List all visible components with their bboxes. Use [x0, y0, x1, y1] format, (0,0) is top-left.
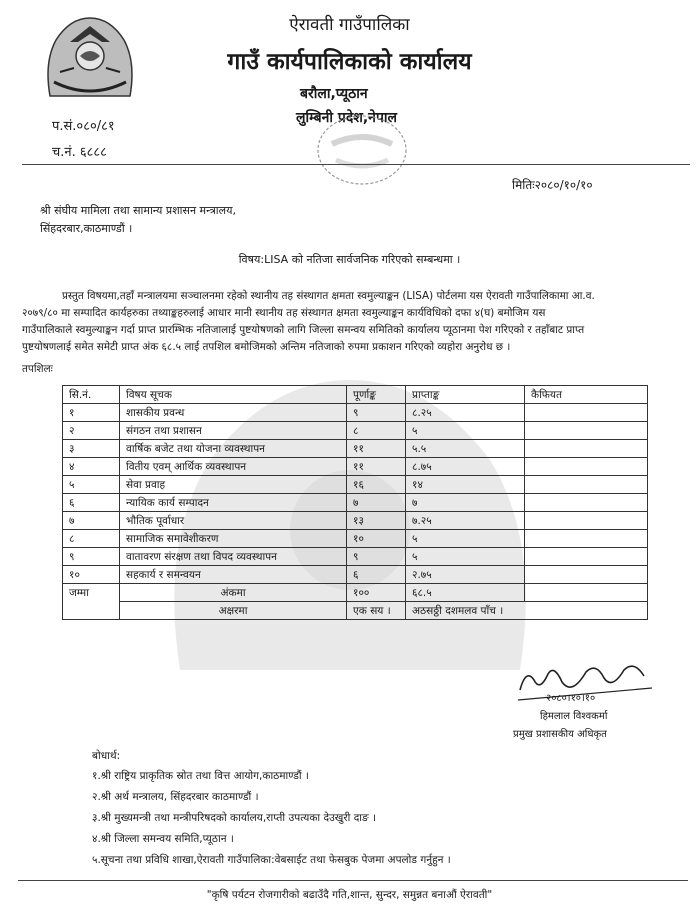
- cc-item: १.श्री राष्ट्रिय प्राकृतिक स्रोत तथा वित्त आयोग,काठमाण्डौं ।: [92, 770, 309, 782]
- cell-remarks: [525, 422, 648, 440]
- total-remarks: [525, 584, 648, 602]
- cell-indicator: सामाजिक समावेशीकरण: [120, 530, 347, 548]
- cell-full-marks: १६: [347, 476, 406, 494]
- office-province: लुम्बिनी प्रदेश,नेपाल: [296, 110, 398, 126]
- total-obtained: ६८.५: [406, 584, 525, 602]
- cell-sn: ४: [63, 458, 120, 476]
- office-address: बरौला,प्यूठान: [300, 86, 368, 102]
- addressee-line-1: श्री संघीय मामिला तथा सामान्य प्रशासन मन्त्रालय,: [40, 204, 236, 217]
- cell-sn: १०: [63, 566, 120, 584]
- cell-obtained: ५: [406, 530, 525, 548]
- cell-remarks: [525, 458, 648, 476]
- reference-number: प.सं.०८०/८१: [52, 119, 115, 134]
- cell-indicator: न्यायिक कार्य सम्पादन: [120, 494, 347, 512]
- col-header-remarks: कैफियत: [525, 386, 648, 404]
- cc-item: ५.सूचना तथा प्रविधि शाखा,ऐरावती गाउँपालिका:वेबसाईट तथा फेसबुक पेजमा अपलोड गर्नुहुन ।: [92, 854, 451, 866]
- letter-subject: विषय:LISA को नतिजा सार्वजनिक गरिएको सम्बन्धमा ।: [238, 253, 461, 266]
- cell-sn: ९: [63, 548, 120, 566]
- cell-obtained: ७.२५: [406, 512, 525, 530]
- footer-divider: [18, 880, 688, 881]
- signature-date: २०८०।१०।१०: [546, 693, 596, 704]
- signatory-designation: प्रमुख प्रशासकीय अधिकृत: [513, 729, 607, 740]
- header-divider: [22, 164, 690, 165]
- cell-indicator: वार्षिक बजेट तथा योजना व्यवस्थापन: [120, 440, 347, 458]
- cell-full-marks: ९: [347, 404, 406, 422]
- words-obtained: अठसठ्ठी दशमलव पाँच ।: [406, 602, 648, 620]
- results-table: [62, 385, 648, 620]
- in-words-label: अक्षरमा: [120, 602, 347, 620]
- org-name: ऐरावती गाउँपालिका: [289, 15, 410, 35]
- table-row: [63, 458, 648, 476]
- cc-item: ४.श्री जिल्ला समन्वय समिति,प्यूठान ।: [92, 833, 234, 845]
- cell-indicator: सहकार्य र समन्वयन: [120, 566, 347, 584]
- addressee-line-2: सिंहदरबार,काठमाण्डौं ।: [40, 222, 133, 235]
- total-full-marks: १००: [347, 584, 406, 602]
- cell-sn: १: [63, 404, 120, 422]
- cell-remarks: [525, 512, 648, 530]
- total-label: जम्मा: [63, 584, 120, 602]
- cell-remarks: [525, 476, 648, 494]
- body-line-2: २०७९/८० मा सम्पादित कार्यहरुका तथ्याङ्कहरुलाई आधार मानी स्थानीय तह संस्थागत क्षमता स्वमुल्याङ्कन कार्यविधिको दफा ४(घ) बमोजिम यस: [22, 307, 546, 319]
- table-total-row: [63, 584, 648, 602]
- dispatch-number: च.नं. ६८८८: [52, 145, 107, 160]
- cell-full-marks: ६: [347, 566, 406, 584]
- cell-obtained: ५: [406, 422, 525, 440]
- cc-title: बोधार्थ:: [92, 750, 121, 762]
- cell-remarks: [525, 566, 648, 584]
- office-name: गाउँ कार्यपालिकाको कार्यालय: [227, 49, 472, 75]
- cc-item: ३.श्री मुख्यमन्त्री तथा मन्त्रीपरिषदको कार्यालय,राप्ती उपत्यका देउखुरी दाङ ।: [92, 812, 377, 824]
- cell-indicator: भौतिक पूर्वाधार: [120, 512, 347, 530]
- cell-full-marks: १३: [347, 512, 406, 530]
- cell-remarks: [525, 404, 648, 422]
- cell-indicator: वितीय एवम् आर्थिक व्यवस्थापन: [120, 458, 347, 476]
- col-header-sn: सि.नं.: [63, 386, 120, 404]
- col-header-indicator: विषय सूचक: [120, 386, 347, 404]
- letter-date: मितिः२०८०/१०/१०: [512, 178, 593, 192]
- cell-full-marks: १०: [347, 530, 406, 548]
- table-header-row: [63, 386, 648, 404]
- table-row: [63, 476, 648, 494]
- cell-sn: ७: [63, 512, 120, 530]
- cell-obtained: ५.५: [406, 440, 525, 458]
- table-row: [63, 548, 648, 566]
- signatory-name: हिमलाल विश्वकर्मा: [540, 711, 608, 722]
- table-row: [63, 422, 648, 440]
- table-words-row: [63, 602, 648, 620]
- table-row: [63, 440, 648, 458]
- cell-indicator: शासकीय प्रवन्ध: [120, 404, 347, 422]
- cell-indicator: संगठन तथा प्रशासन: [120, 422, 347, 440]
- tapasil-label: तपशिलः: [22, 363, 53, 375]
- table-row: [63, 494, 648, 512]
- cell-obtained: २.७५: [406, 566, 525, 584]
- words-blank: [63, 602, 120, 620]
- cell-obtained: ५: [406, 548, 525, 566]
- cell-remarks: [525, 440, 648, 458]
- table-row: [63, 404, 648, 422]
- cell-sn: ८: [63, 530, 120, 548]
- cell-sn: ५: [63, 476, 120, 494]
- cell-obtained: ८.७५: [406, 458, 525, 476]
- cell-sn: ६: [63, 494, 120, 512]
- cell-sn: ३: [63, 440, 120, 458]
- words-full-marks: एक सय ।: [347, 602, 406, 620]
- cell-remarks: [525, 548, 648, 566]
- body-line-4: पुष्टयोषणलाई समेत समेटी प्राप्त अंक ६८.५ लाई तपशिल बमोजिमको अन्तिम नतिजाको रुपमा प्रकाशन गरिएको व्यहोरा अनुरोध छ ।: [22, 341, 511, 353]
- cell-indicator: सेवा प्रवाह: [120, 476, 347, 494]
- table-row: [63, 566, 648, 584]
- cell-remarks: [525, 530, 648, 548]
- cell-remarks: [525, 494, 648, 512]
- body-line-1: प्रस्तुत विषयमा,तहाँ मन्त्रालयमा सञ्चालनमा रहेको स्थानीय तह संस्थागत क्षमता स्वमुल्याङ्कन (LISA) पोर्टलमा यस ऐरावती गाउँपालिकामा आ.व.: [62, 290, 595, 302]
- cell-sn: २: [63, 422, 120, 440]
- cell-full-marks: ८: [347, 422, 406, 440]
- cc-item: २.श्री अर्थ मन्त्रालय, सिंहदरबार काठमाण्डौं ।: [92, 791, 259, 803]
- table-row: [63, 512, 648, 530]
- body-line-3: गाउँपालिकाले स्वमुल्याङ्कन गर्दा प्राप्त प्रारम्भिक नतिजालाई पुष्टयोषणको लागि जिल्ला समन्वय समितिको कार्यालय प्यूठानमा पेश गरिएको र तहाँबाट प्राप्त: [22, 324, 585, 336]
- table-row: [63, 530, 648, 548]
- cell-obtained: १४: [406, 476, 525, 494]
- in-numbers-label: अंकमा: [120, 584, 347, 602]
- cell-obtained: ७: [406, 494, 525, 512]
- office-stamp: [290, 108, 410, 188]
- col-header-full-marks: पूर्णाङ्क: [347, 386, 406, 404]
- cell-indicator: वातावरण संरक्षण तथा विपद व्यवस्थापन: [120, 548, 347, 566]
- cell-full-marks: ११: [347, 458, 406, 476]
- cell-full-marks: ९: [347, 548, 406, 566]
- cell-full-marks: ११: [347, 440, 406, 458]
- cell-obtained: ८.२५: [406, 404, 525, 422]
- cell-full-marks: ७: [347, 494, 406, 512]
- col-header-obtained: प्राप्ताङ्क: [406, 386, 525, 404]
- footer-slogan: "कृषि पर्यटन रोजगारीको बढाउँदै गति,शान्त, सुन्दर, समुन्नत बनाऔं ऐरावती": [206, 889, 493, 901]
